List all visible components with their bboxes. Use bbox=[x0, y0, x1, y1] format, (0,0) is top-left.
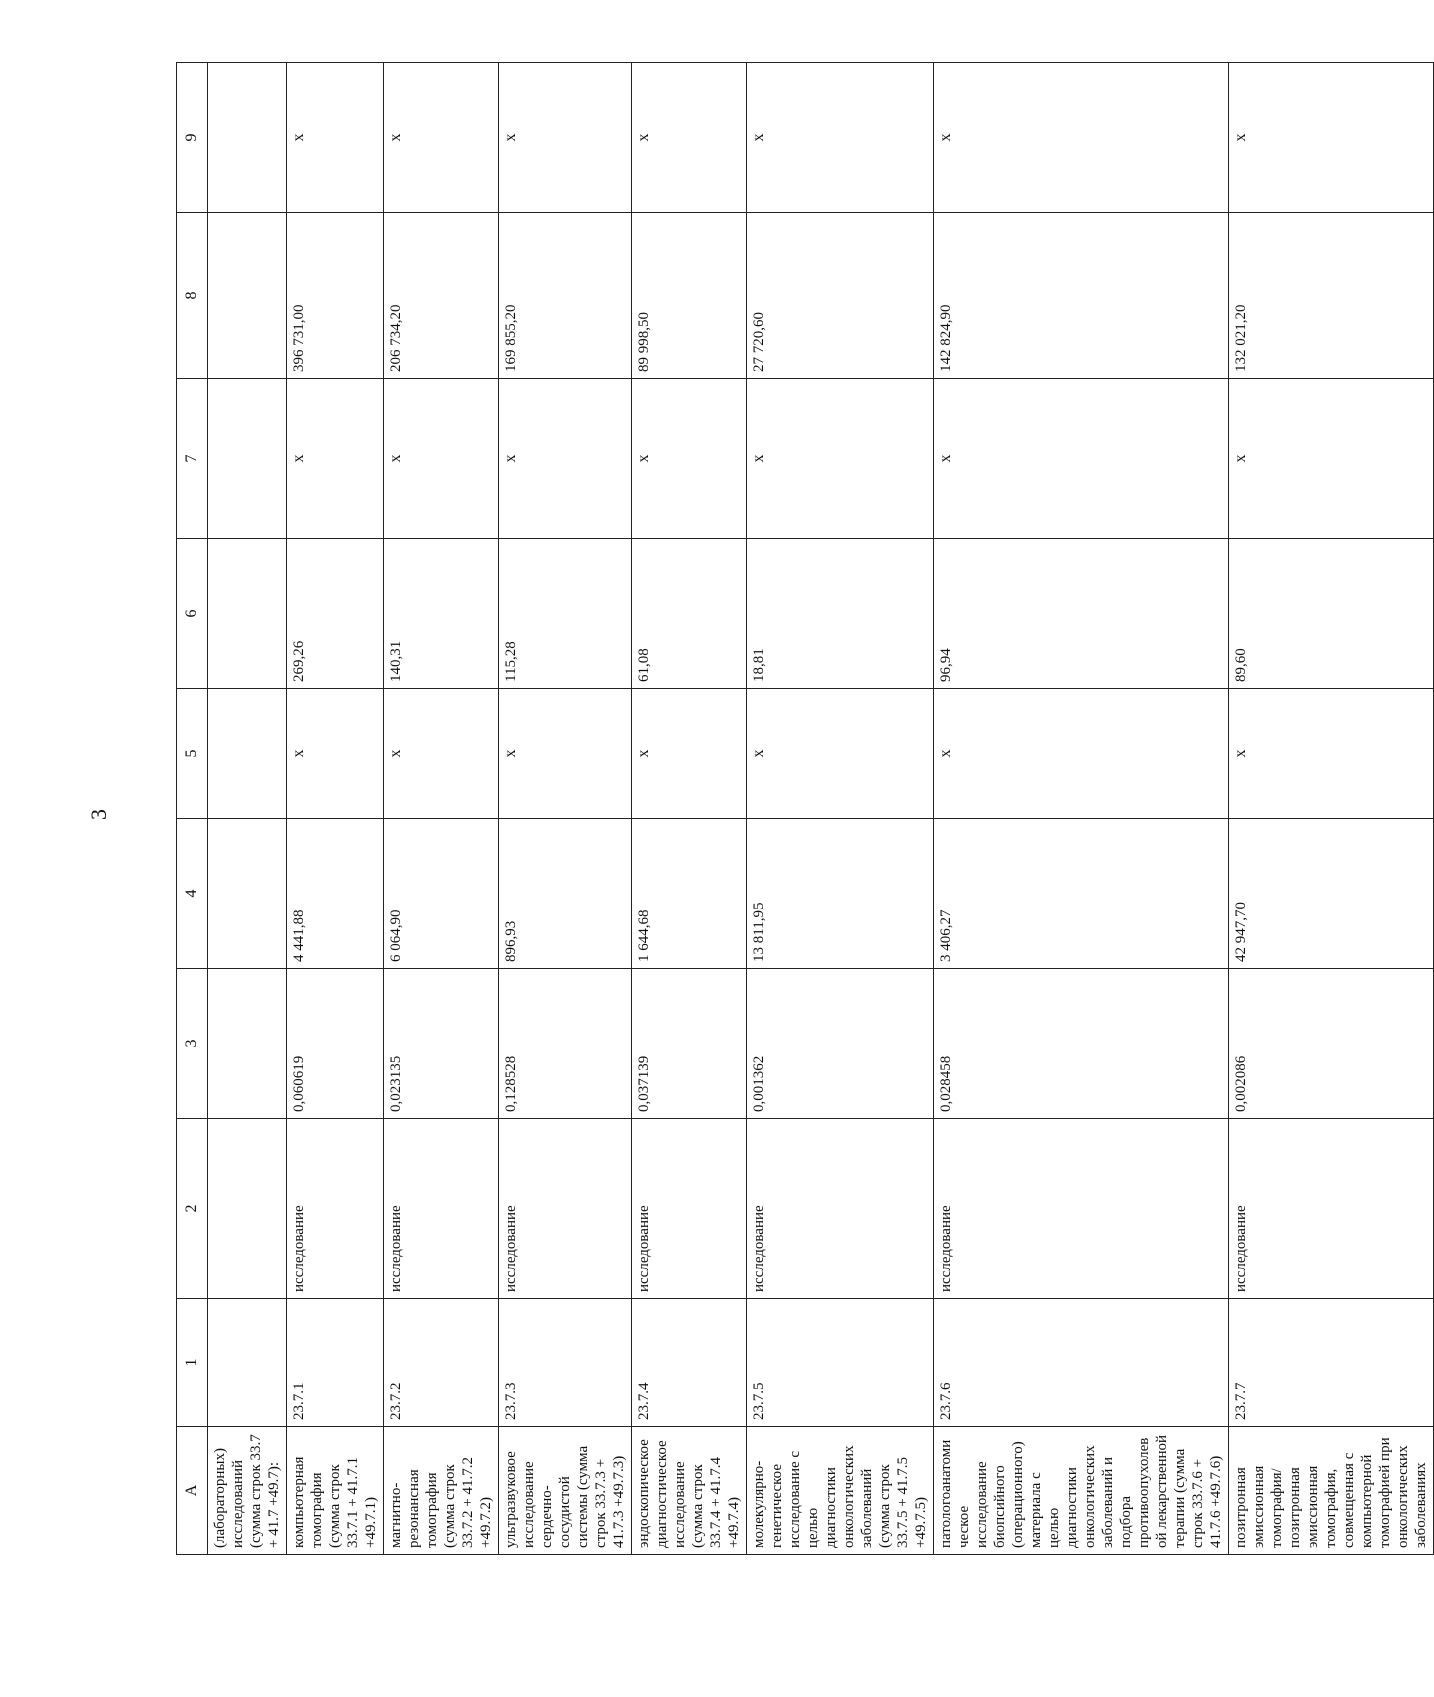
header-cell: А bbox=[177, 1427, 208, 1555]
row-name-cell: позитронная эмиссионная томография/позитронная эмиссионная томография, совмещенная с компьютерной томографией при онкологических заболеваниях bbox=[1229, 1427, 1434, 1555]
row-unit-cell: исследование bbox=[287, 1119, 384, 1299]
row-x-cell: х bbox=[384, 63, 499, 213]
row-x-cell: х bbox=[747, 63, 934, 213]
row-value-cell: 132 021,20 bbox=[1229, 213, 1434, 379]
row-x-cell: х bbox=[632, 379, 747, 539]
row-code-cell: 23.7.1 bbox=[287, 1299, 384, 1427]
row-x-cell: х bbox=[934, 63, 1229, 213]
row-x-cell: х bbox=[1229, 63, 1434, 213]
row-code-cell: 23.7.3 bbox=[499, 1299, 632, 1427]
row-value-cell: 96,94 bbox=[934, 539, 1229, 689]
header-cell: 5 bbox=[177, 689, 208, 819]
row-x-cell: х bbox=[934, 379, 1229, 539]
row-value-cell: 0,002086 bbox=[1229, 969, 1434, 1119]
row-unit-cell: исследование bbox=[632, 1119, 747, 1299]
row-value-cell: 89 998,50 bbox=[632, 213, 747, 379]
row-value-cell: 0,023135 bbox=[384, 969, 499, 1119]
header-row bbox=[177, 63, 208, 1555]
row-value-cell: 0,037139 bbox=[632, 969, 747, 1119]
row-x-cell bbox=[208, 689, 287, 819]
row-unit-cell: исследование bbox=[934, 1119, 1229, 1299]
row-value-cell: 206 734,20 bbox=[384, 213, 499, 379]
row-x-cell: х bbox=[287, 379, 384, 539]
row-code-cell bbox=[208, 1299, 287, 1427]
row-value-cell: 4 441,88 bbox=[287, 819, 384, 969]
row-value-cell bbox=[208, 969, 287, 1119]
row-name-cell: эндоскопическое диагностическое исследование (сумма строк 33.7.4 + 41.7.4 +49.7.4) bbox=[632, 1427, 747, 1555]
row-value-cell: 269,26 bbox=[287, 539, 384, 689]
table-row bbox=[632, 63, 747, 1555]
row-x-cell: х bbox=[1229, 379, 1434, 539]
row-value-cell: 6 064,90 bbox=[384, 819, 499, 969]
row-x-cell: х bbox=[384, 379, 499, 539]
row-value-cell: 13 811,95 bbox=[747, 819, 934, 969]
row-unit-cell: исследование bbox=[747, 1119, 934, 1299]
header-cell: 2 bbox=[177, 1119, 208, 1299]
row-name-cell: компьютерная томография (сумма строк 33.7.1 + 41.7.1 +49.7.1) bbox=[287, 1427, 384, 1555]
row-value-cell: 89,60 bbox=[1229, 539, 1434, 689]
data-table bbox=[176, 62, 1434, 1555]
row-name-cell: магнитно-резонансная томография (сумма строк 33.7.2 + 41.7.2 +49.7.2) bbox=[384, 1427, 499, 1555]
header-cell: 4 bbox=[177, 819, 208, 969]
table-row bbox=[384, 63, 499, 1555]
row-value-cell: 142 824,90 bbox=[934, 213, 1229, 379]
header-cell: 9 bbox=[177, 63, 208, 213]
row-x-cell: х bbox=[499, 63, 632, 213]
table-row bbox=[747, 63, 934, 1555]
page-number: 3 bbox=[86, 809, 111, 820]
row-x-cell: х bbox=[499, 689, 632, 819]
row-x-cell: х bbox=[287, 689, 384, 819]
table-row bbox=[1229, 63, 1434, 1555]
header-cell: 3 bbox=[177, 969, 208, 1119]
row-name-cell: ультразвуковое исследование сердечно-сосудистой системы (сумма строк 33.7.3 + 41.7.3 +49.7.3) bbox=[499, 1427, 632, 1555]
row-value-cell bbox=[208, 213, 287, 379]
row-x-cell: х bbox=[747, 689, 934, 819]
row-value-cell: 3 406,27 bbox=[934, 819, 1229, 969]
table-row bbox=[287, 63, 384, 1555]
header-cell: 7 bbox=[177, 379, 208, 539]
row-value-cell: 61,08 bbox=[632, 539, 747, 689]
table-body bbox=[208, 63, 1434, 1555]
row-x-cell bbox=[208, 63, 287, 213]
row-code-cell: 23.7.4 bbox=[632, 1299, 747, 1427]
row-x-cell: х bbox=[1229, 689, 1434, 819]
table-row bbox=[208, 63, 287, 1555]
row-value-cell bbox=[208, 539, 287, 689]
row-code-cell: 23.7.5 bbox=[747, 1299, 934, 1427]
row-value-cell: 169 855,20 bbox=[499, 213, 632, 379]
row-x-cell: х bbox=[384, 689, 499, 819]
row-value-cell: 1 644,68 bbox=[632, 819, 747, 969]
row-value-cell: 27 720,60 bbox=[747, 213, 934, 379]
row-x-cell: х bbox=[632, 63, 747, 213]
row-value-cell: 0,001362 bbox=[747, 969, 934, 1119]
row-x-cell: х bbox=[934, 689, 1229, 819]
row-unit-cell bbox=[208, 1119, 287, 1299]
row-value-cell: 42 947,70 bbox=[1229, 819, 1434, 969]
row-unit-cell: исследование bbox=[384, 1119, 499, 1299]
row-code-cell: 23.7.6 bbox=[934, 1299, 1229, 1427]
table-row bbox=[934, 63, 1229, 1555]
row-value-cell bbox=[208, 819, 287, 969]
row-x-cell: х bbox=[499, 379, 632, 539]
row-name-cell: (лабораторных) исследований (сумма строк 33.7 + 41.7 +49.7): bbox=[208, 1427, 287, 1555]
row-value-cell: 896,93 bbox=[499, 819, 632, 969]
row-value-cell: 0,060619 bbox=[287, 969, 384, 1119]
row-value-cell: 115,28 bbox=[499, 539, 632, 689]
row-code-cell: 23.7.7 bbox=[1229, 1299, 1434, 1427]
row-unit-cell: исследование bbox=[499, 1119, 632, 1299]
row-code-cell: 23.7.2 bbox=[384, 1299, 499, 1427]
row-x-cell: х bbox=[632, 689, 747, 819]
row-value-cell: 18,81 bbox=[747, 539, 934, 689]
header-cell: 1 bbox=[177, 1299, 208, 1427]
row-x-cell: х bbox=[747, 379, 934, 539]
header-cell: 6 bbox=[177, 539, 208, 689]
row-unit-cell: исследование bbox=[1229, 1119, 1434, 1299]
row-value-cell: 0,028458 bbox=[934, 969, 1229, 1119]
row-value-cell: 140,31 bbox=[384, 539, 499, 689]
table-row bbox=[499, 63, 632, 1555]
row-x-cell bbox=[208, 379, 287, 539]
row-value-cell: 396 731,00 bbox=[287, 213, 384, 379]
table-wrapper bbox=[176, 63, 1429, 1555]
row-name-cell: патологоанатомическое исследование биопсийного (операционного) материала с целью диагностики онкологических заболеваний и подбора противоопухолевой лекарственной терапии (сумма строк 33.7.6 + 41.7.6 +49.7.6) bbox=[934, 1427, 1229, 1555]
row-name-cell: молекулярно-генетическое исследование с целью диагностики онкологических заболеваний (сумма строк 33.7.5 + 41.7.5 +49.7.5) bbox=[747, 1427, 934, 1555]
row-value-cell: 0,128528 bbox=[499, 969, 632, 1119]
row-x-cell: х bbox=[287, 63, 384, 213]
header-cell: 8 bbox=[177, 213, 208, 379]
